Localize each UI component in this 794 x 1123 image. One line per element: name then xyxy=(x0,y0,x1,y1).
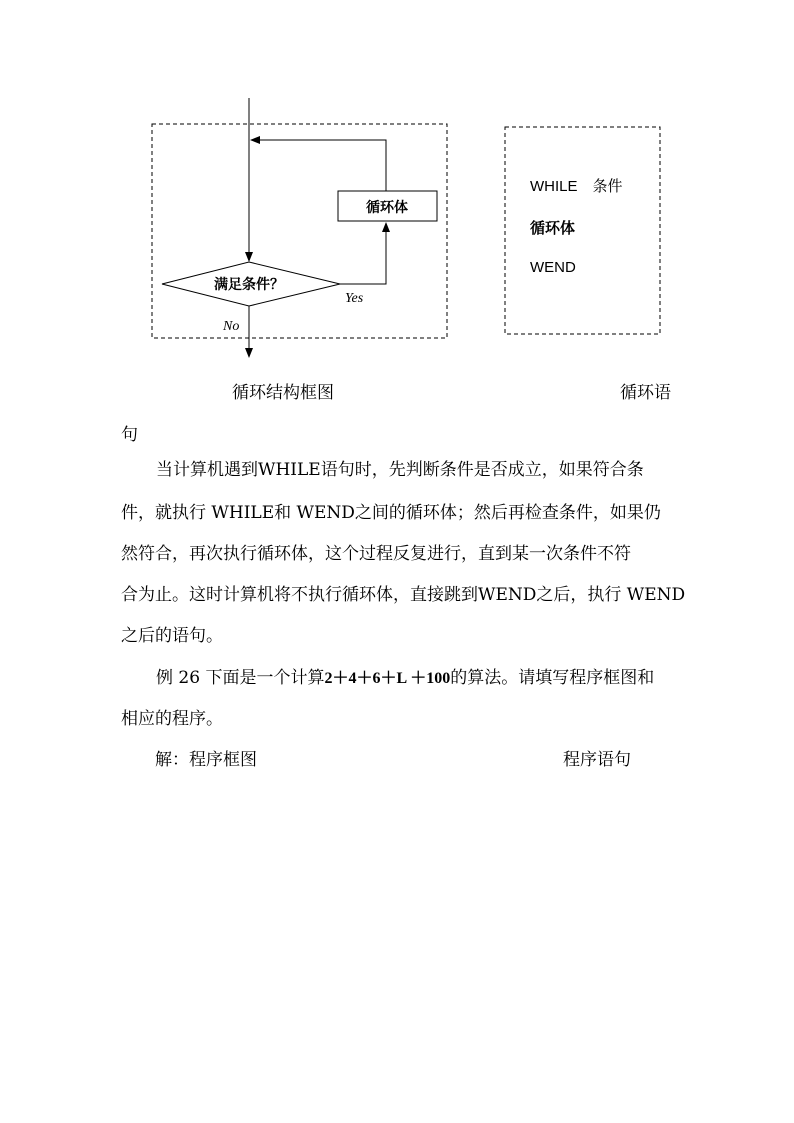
paragraph-line-1: 当计算机遇到WHILE语句时，先判断条件是否成立，如果符合条 xyxy=(156,460,644,480)
caption-statement-part1: 循环语 xyxy=(620,383,671,403)
no-label: No xyxy=(223,319,240,334)
example-line-1 xyxy=(156,670,654,687)
flowchart-dashed-frame xyxy=(152,124,447,338)
paragraph-line-3: 然符合，再次执行循环体，这个过程反复进行，直到某一次条件不符 xyxy=(121,544,631,564)
paragraph-line-2: 件，就执行 WHILE和 WEND之间的循环体；然后再检查条件，如果仍 xyxy=(121,503,661,523)
decision-label: 满足条件？ xyxy=(214,277,284,293)
example-formula: 2＋4＋6＋L ＋100 xyxy=(324,670,451,687)
return-path xyxy=(251,140,386,191)
while-loop-flowchart xyxy=(0,0,794,420)
solution-flowchart-label: 解：程序框图 xyxy=(155,750,257,770)
paragraph-line-4: 合为止。这时计算机将不执行循环体，直接跳到WEND之后，执行 WEND xyxy=(121,585,686,605)
code-line-while: WHILE 条件 xyxy=(530,178,623,195)
yes-label: Yes xyxy=(345,291,364,306)
code-line-body: 循环体 xyxy=(530,220,576,237)
code-line-wend: WEND xyxy=(530,259,576,276)
loop-body-label: 循环体 xyxy=(366,200,408,216)
caption-flowchart: 循环结构框图 xyxy=(232,383,334,403)
solution-statement-label: 程序语句 xyxy=(563,750,631,770)
example-line-2: 相应的程序。 xyxy=(121,709,223,729)
caption-statement-part2: 句 xyxy=(121,425,138,445)
example-prefix: 例 26 下面是一个计算 xyxy=(156,668,325,688)
yes-path xyxy=(340,223,386,284)
paragraph-line-5: 之后的语句。 xyxy=(121,626,223,646)
code-dashed-frame xyxy=(505,127,660,334)
example-suffix: 的算法。请填写程序框图和 xyxy=(450,668,655,688)
